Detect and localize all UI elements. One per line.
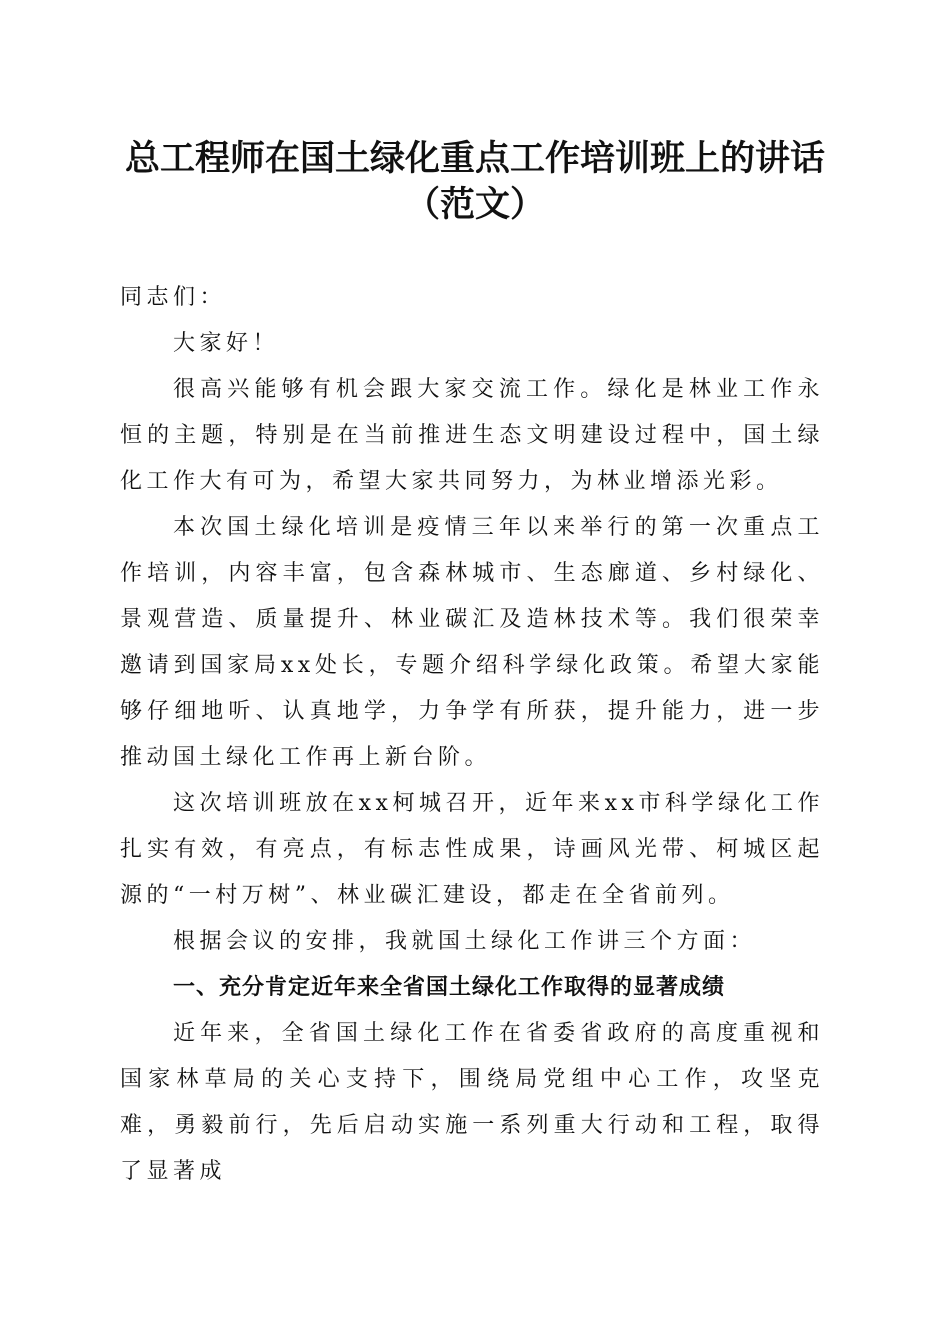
section-heading-1: 一、充分肯定近年来全省国土绿化工作取得的显著成绩 [173, 975, 726, 1000]
document-title-line-2: （范文） [404, 184, 545, 225]
paragraph-greeting: 大家好！ [173, 331, 280, 356]
document-body [120, 321, 824, 1195]
paragraph-training: 本次国土绿化培训是疫情三年以来举行的第一次重点工作培训，内容丰富，包含森林城市、生态廊道、乡村绿化、景观营造、质量提升、林业碳汇及造林技术等。我们很荣幸邀请到国家局xx处长，专题介绍科学绿化政策。希望大家能够仔细地听、认真地学，力争学有所获，提升能力，进一步推动国土绿化工作再上新台阶。 [120, 515, 824, 770]
paragraph-intro: 很高兴能够有机会跟大家交流工作。绿化是林业工作永恒的主题，特别是在当前推进生态文明建设过程中，国土绿化工作大有可为，希望大家共同努力，为林业增添光彩。 [120, 377, 824, 494]
section-paragraph-1: 近年来，全省国土绿化工作在省委省政府的高度重视和国家林草局的关心支持下，围绕局党组中心工作，攻坚克难，勇毅前行，先后启动实施一系列重大行动和工程，取得了显著成 [120, 1021, 824, 1184]
paragraph-agenda: 根据会议的安排，我就国土绿化工作讲三个方面： [173, 929, 757, 954]
document-title-line-1: 总工程师在国土绿化重点工作培训班上的讲话 [124, 138, 825, 179]
salutation: 同志们： [120, 285, 227, 310]
paragraph-venue: 这次培训班放在xx柯城召开，近年来xx市科学绿化工作扎实有效，有亮点，有标志性成果，诗画风光带、柯城区起源的“一村万树”、林业碳汇建设，都走在全省前列。 [120, 791, 824, 908]
